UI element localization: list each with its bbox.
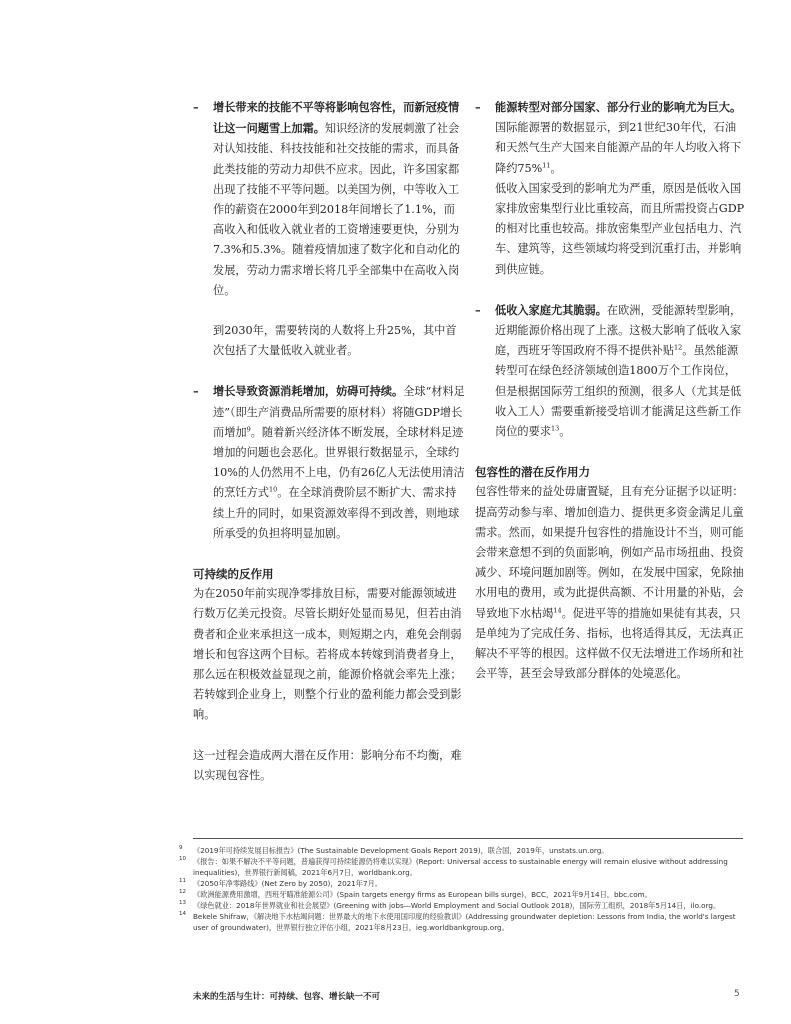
section-heading: 可持续的反作用: [193, 567, 274, 582]
footnote-ref: 13: [550, 424, 560, 433]
bullet-body: 。虽然能源转型可在绿色经济领域创造1800万个工作岗位，但是根据国际劳工组织的预测，很多人（尤其是低收入工人）需要重新接受培训才能满足这些新工作岗位的要求: [495, 344, 742, 439]
section-paragraph: [475, 482, 747, 684]
bullet-body: 国际能源署的数据显示，到21世纪30年代，石油和天然气生产大国来自能源产品的年人均收入将下降约75%: [495, 121, 742, 175]
bullet-lead: 能源转型对部分国家、部分行业的影响尤为巨大。: [495, 100, 742, 114]
bullet-body: 。: [550, 161, 562, 175]
section-heading: 包容性的潜在反作用力: [475, 465, 590, 480]
bullet-body: 。: [559, 425, 571, 439]
footnote-text: Bekele Shifraw，《解决地下水枯竭问题：世界最大的地下水使用国印度的经验教训》(Addressing groundwater depletion: Lessons from India, the world's largest user of groundwater)，世界银行独立评估小组，2021年8月23日，ieg.worldbankgroup.org。: [193, 912, 736, 932]
bullet-dash: –: [475, 100, 481, 114]
section-paragraph: 为在2050年前实现净零排放目标，需要对能源领域进行数万亿美元投资。尽管长期好处显而易见，但若由消费者和企业来承担这一成本，则短期之内，难免会削弱增长和包容这两个目标。若将成本转嫁到消费者身上，那么远在积极效益显现之前，能源价格就会率先上涨；若转嫁到企业身上，则整个行业的盈利能力都会受到影响。: [193, 587, 462, 722]
bullet-dash: –: [475, 302, 481, 317]
bullet-resource-consumption: [193, 381, 465, 544]
bullet-followup-paragraph: 到2030年，需要转岗的人数将上升25%，其中首次包括了大量低收入就业者。: [213, 324, 457, 358]
bullet-body: 在欧洲，受能源转型影响，近期能源价格出现了上涨。这极大影响了低收入家庭，西班牙等国政府不得不提供补贴: [495, 303, 742, 358]
bullet-body: 知识经济的发展刺激了社会对认知技能、科技技能和社交技能的需求，而具备此类技能的劳动力却供不应求。因此，许多国家都出现了技能不平等问题。以美国为例，中等收入工作的薪资在2000年到2018年间增长了1.1%，而高收入和低收入就业者的工资增速要更快，分别为7.3%和5.3%。随着疫情加速了数字化和自动化的发展，劳动力需求增长将几乎全部集中在高收入岗位。: [213, 122, 461, 297]
bullet-energy-transition: [475, 97, 747, 280]
footnote-ref: 10: [268, 485, 278, 494]
bullet-followup-paragraph: 低收入国家受到的影响尤为严重，原因是低收入国家排放密集型行业比重较高，而且所需投资占GDP的相对比重也较高。排放密集型产业包括电力、汽车、建筑等，这些领域均将受到沉重打击，并影响到供应链。: [495, 181, 745, 276]
bullet-dash: –: [193, 100, 199, 114]
footnote: [179, 845, 743, 856]
page-number: 5: [734, 989, 740, 999]
bullet-text: [213, 97, 465, 301]
footer-title: 未来的生活与生计：可持续、包容、增长缺一不可: [193, 992, 381, 1002]
bullet-text: [495, 97, 747, 179]
footnote-number: 13: [179, 900, 186, 906]
right-column: [475, 97, 747, 684]
bullet-body: 。在全球消费阶层不断扩大、需求持续上升的同时，如果资源效率得不到改善，则地球所承受的负担将明显加剧。: [213, 486, 460, 540]
section-paragraph: 这一过程会造成两大潜在反作用：影响分布不均衡，难以实现包容性。: [193, 748, 462, 782]
bullet-dash: –: [193, 384, 199, 399]
bullet-skills-inequality: [193, 97, 465, 301]
footnotes: [179, 838, 743, 933]
footnote: [179, 889, 743, 900]
footnote-ref: 12: [674, 343, 683, 352]
bullet-lead: 增长导致资源消耗增加，妨碍可持续。: [213, 384, 404, 399]
bullet-text: [495, 300, 747, 442]
footnote: [179, 900, 743, 911]
bullet-low-income-households: [475, 300, 747, 442]
bullet-lead: 低收入家庭尤其脆弱。: [495, 302, 607, 317]
bullet-body: 。随着新兴经济体不断发展，全球材料足迹增加的问题也会恶化。世界银行数据显示，全球约10%的人仍然用不上电，仍有26亿人无法使用清洁的烹饪方式: [213, 425, 465, 500]
footnote-text: 《欧洲能源费用激增，西班牙瞄准能源公司》(Spain targets energy firms as European bills surge)，BCC，2021年9月14日，bbc.com。: [193, 890, 652, 899]
left-column: [193, 97, 465, 786]
footnote: [179, 878, 743, 889]
footnote: [179, 856, 743, 878]
footnote-ref: 11: [542, 160, 551, 169]
footnote-ref: 9: [246, 425, 251, 434]
bullet-lead: 增长带来的技能不平等将影响包容性，而新冠疫情让这一问题雪上加霜。: [213, 100, 460, 136]
footnote-number: 11: [179, 878, 186, 884]
footnote-number: 9: [179, 845, 183, 851]
bullet-text: [213, 381, 465, 544]
footnote-text: 《2050年净零路线》(Net Zero by 2050)，2021年7月。: [193, 879, 382, 888]
footnote: [179, 911, 743, 933]
footnote-text: 《报告：如果不解决不平等问题，普遍获得可持续能源仍将难以实现》(Report: Universal access to sustainable energy will remain elusive without addressing inequalities)，世界银行新闻稿，2021年6月7日，worldbank.org。: [193, 857, 728, 877]
footnote-text: 《绿色就业：2018年世界就业和社会展望》(Greening with jobs—World Employment and Social Outlook 2018)，国际劳工组织，2018年5月14日，ilo.org。: [193, 901, 721, 910]
footnote-number: 14: [179, 911, 186, 917]
footnote-number: 12: [179, 889, 186, 895]
bullet-body: 全球“材料足迹”（即生产消费品所需要的原材料）将随GDP增长而增加: [213, 385, 465, 439]
section-text: 包容性带来的益处毋庸置疑，且有充分证据予以证明：提高劳动参与率、增加创造力、提供更多资金满足儿童需求。然而，如果提升包容性的措施设计不当，则可能会带来意想不到的负面影响，例如产品市场扭曲、投资减少、环境问题加剧等。例如，在发展中国家，免除抽水用电的费用，或为此提供高额、不计用量的补贴，会导致地下水枯竭: [475, 485, 744, 620]
footnote-text: 《2019年可持续发展目标报告》(The Sustainable Development Goals Report 2019)，联合国，2019年，unstats.un.org。: [193, 846, 609, 855]
footnote-number: 10: [179, 856, 186, 862]
section-text: 。促进平等的措施如果徒有其表，只是单纯为了完成任务、指标，也将适得其反，无法真正解决不平等的根因。这样做不仅无法增进工作场所和社会平等，甚至会导致部分群体的处境恶化。: [475, 606, 744, 681]
footnote-ref: 14: [553, 605, 562, 614]
